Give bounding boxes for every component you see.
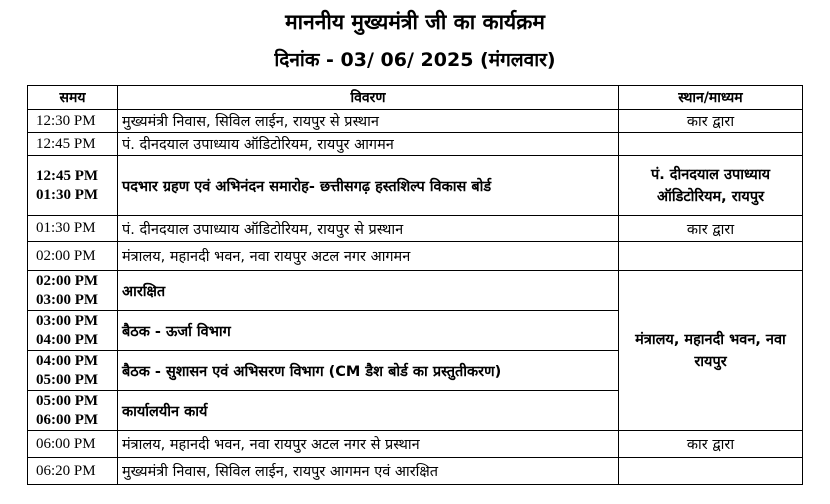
column-header-place: स्थान/माध्यम (619, 86, 803, 110)
merged-place-cell: मंत्रालय, महानदी भवन, नवा रायपुर (619, 271, 803, 431)
time-cell: 06:00 PM (28, 431, 118, 458)
time-cell: 12:30 PM (28, 110, 118, 133)
time-to: 01:30 PM (36, 186, 99, 203)
time-to: 03:00 PM (36, 291, 99, 308)
description-cell: बैठक - सुशासन एवं अभिसरण विभाग (CM डैश बोर्ड का प्रस्तुतीकरण) (118, 351, 619, 391)
column-header-details: विवरण (118, 86, 619, 110)
time-from: 03:00 PM (36, 312, 99, 329)
date-line: दिनांक - 03/ 06/ 2025 (मंगलवार) (274, 49, 556, 71)
page-title: माननीय मुख्यमंत्री जी का कार्यक्रम (285, 10, 545, 34)
time-cell: 12:45 PM (28, 133, 118, 156)
time-range-cell (28, 271, 118, 311)
schedule-table (27, 85, 803, 485)
description-cell: कार्यालयीन कार्य (118, 391, 619, 431)
time-from: 12:45 PM (36, 167, 99, 184)
place-cell (619, 133, 803, 156)
place-cell (619, 458, 803, 485)
table-row (28, 271, 803, 311)
place-cell: कार द्वारा (619, 110, 803, 133)
description-cell: मुख्यमंत्री निवास, सिविल लाईन, रायपुर से प्रस्थान (118, 110, 619, 133)
description-cell: आरक्षित (118, 271, 619, 311)
time-range-cell (28, 351, 118, 391)
time-range-cell (28, 156, 118, 216)
table-row (28, 133, 803, 156)
description-cell: बैठक - ऊर्जा विभाग (118, 311, 619, 351)
time-range-cell (28, 311, 118, 351)
description-cell: मुख्यमंत्री निवास, सिविल लाईन, रायपुर आगमन एवं आरक्षित (118, 458, 619, 485)
time-to: 06:00 PM (36, 411, 99, 428)
description-cell: मंत्रालय, महानदी भवन, नवा रायपुर अटल नगर से प्रस्थान (118, 431, 619, 458)
time-from: 05:00 PM (36, 392, 99, 409)
time-to: 05:00 PM (36, 371, 99, 388)
table-row (28, 156, 803, 216)
table-row (28, 431, 803, 458)
description-cell: मंत्रालय, महानदी भवन, नवा रायपुर अटल नगर आगमन (118, 242, 619, 271)
time-from: 02:00 PM (36, 272, 99, 289)
time-cell: 02:00 PM (28, 242, 118, 271)
table-row (28, 242, 803, 271)
table-row (28, 110, 803, 133)
time-range-cell (28, 391, 118, 431)
description-cell: पं. दीनदयाल उपाध्याय ऑडिटोरियम, रायपुर से प्रस्थान (118, 216, 619, 242)
time-from: 04:00 PM (36, 352, 99, 369)
place-cell: पं. दीनदयाल उपाध्याय ऑडिटोरियम, रायपुर (619, 156, 803, 216)
place-cell (619, 242, 803, 271)
time-cell: 06:20 PM (28, 458, 118, 485)
description-cell: पं. दीनदयाल उपाध्याय ऑडिटोरियम, रायपुर आगमन (118, 133, 619, 156)
table-row (28, 216, 803, 242)
time-to: 04:00 PM (36, 331, 99, 348)
place-cell: कार द्वारा (619, 431, 803, 458)
table-header-row (28, 86, 803, 110)
time-cell: 01:30 PM (28, 216, 118, 242)
column-header-time: समय (28, 86, 118, 110)
place-cell: कार द्वारा (619, 216, 803, 242)
description-cell: पदभार ग्रहण एवं अभिनंदन समारोह- छत्तीसगढ़ हस्तशिल्प विकास बोर्ड (118, 156, 619, 216)
table-row (28, 458, 803, 485)
